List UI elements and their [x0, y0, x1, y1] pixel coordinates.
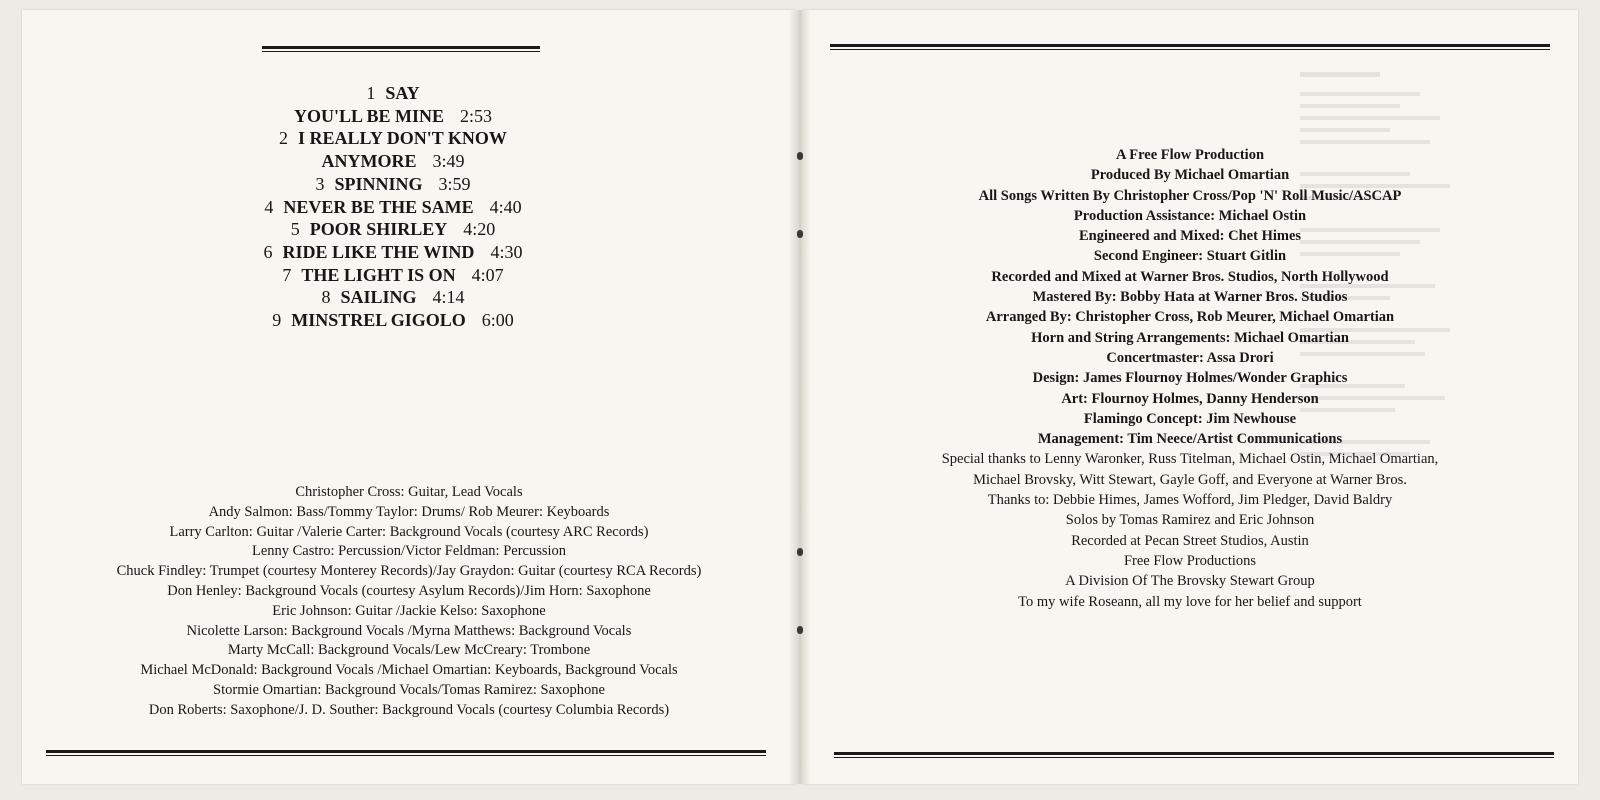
track-title: SAY: [385, 83, 420, 103]
track-title: NEVER BE THE SAME: [283, 196, 474, 217]
credit-line: Horn and String Arrangements: Michael Omartian: [1031, 329, 1349, 346]
credit-line: A Free Flow Production: [1115, 147, 1265, 163]
personnel-line: Christopher Cross: Guitar, Lead Vocals: [295, 484, 523, 500]
track-title: THE LIGHT IS ON: [301, 264, 456, 285]
track-duration: 4:30: [490, 241, 523, 262]
track-duration: 2:53: [460, 105, 493, 126]
personnel-line: Larry Carlton: Guitar /Valerie Carter: Background Vocals (courtesy ARC Records): [169, 523, 649, 540]
thanks-line: Free Flow Productions: [1123, 552, 1257, 569]
track-title: ANYMORE: [321, 151, 417, 172]
credit-line: Engineered and Mixed: Chet Himes: [1078, 228, 1302, 245]
personnel-line: Eric Johnson: Guitar /Jackie Kelso: Saxophone: [272, 602, 546, 619]
personnel-line: Michael McDonald: Background Vocals /Michael Omartian: Keyboards, Background Vocals: [140, 662, 678, 679]
personnel-line: Chuck Findley: Trumpet (courtesy Monterey Records)/Jay Graydon: Guitar (courtesy RCA Records): [116, 563, 702, 580]
credit-line: All Songs Written By Christopher Cross/Pop 'N' Roll Music/ASCAP: [978, 187, 1402, 204]
track-item: 2 I REALLY DON'T KNOW ANYMORE 3:49: [279, 128, 507, 172]
credit-line: Flamingo Concept: Jim Newhouse: [1083, 410, 1297, 427]
credit-line: Produced By Michael Omartian: [1090, 167, 1290, 184]
personnel-credits: [22, 483, 796, 721]
track-duration: 6:00: [481, 310, 514, 331]
personnel-line: Don Roberts: Saxophone/J. D. Souther: Background Vocals (courtesy Columbia Records): [148, 701, 670, 718]
track-item: 1 SAY YOU'LL BE MINE 2:53: [293, 83, 493, 126]
top-rule-left: [262, 46, 540, 49]
personnel-line: Stormie Omartian: Background Vocals/Tomas Ramirez: Saxophone: [213, 681, 605, 698]
thanks-line: To my wife Roseann, all my love for her belief and support: [1018, 593, 1362, 610]
personnel-line: Andy Salmon: Bass/Tommy Taylor: Drums/ Rob Meurer: Keyboards: [208, 503, 610, 520]
personnel-line: Marty McCall: Background Vocals/Lew McCreary: Trombone: [227, 642, 591, 659]
bottom-rule-right: [834, 752, 1554, 755]
track-item: 4 NEVER BE THE SAME 4:40: [264, 196, 522, 217]
credit-line: Management: Tim Neece/Artist Communications: [1037, 431, 1343, 448]
production-credits: [802, 145, 1578, 612]
track-duration: 3:59: [438, 173, 471, 194]
track-duration: 3:49: [432, 151, 465, 172]
track-title: MINSTREL GIGOLO: [291, 310, 466, 331]
track-title: SPINNING: [334, 173, 423, 194]
bottom-rule-left: [46, 750, 766, 753]
thanks-line: A Division Of The Brovsky Stewart Group: [1065, 573, 1315, 590]
credit-line: Production Assistance: Michael Ostin: [1073, 207, 1307, 224]
thanks-line: Michael Brovsky, Witt Stewart, Gayle Goff, and Everyone at Warner Bros.: [973, 471, 1407, 488]
credit-line: Second Engineer: Stuart Gitlin: [1093, 248, 1287, 265]
credit-line: Mastered By: Bobby Hata at Warner Bros. Studios: [1032, 289, 1348, 306]
track-duration: 4:07: [471, 264, 504, 285]
thanks-line: Solos by Tomas Ramirez and Eric Johnson: [1065, 512, 1315, 529]
track-title: SAILING: [340, 287, 417, 308]
track-item: 3 SPINNING 3:59: [315, 173, 471, 194]
track-duration: 4:20: [463, 219, 496, 240]
top-rule-right: [830, 44, 1550, 47]
track-item: 8 SAILING 4:14: [321, 287, 465, 308]
personnel-line: Don Henley: Background Vocals (courtesy Asylum Records)/Jim Horn: Saxophone: [167, 582, 651, 599]
thanks-line: Special thanks to Lenny Waronker, Russ Titelman, Michael Ostin, Michael Omartian,: [941, 451, 1439, 468]
track-list: [238, 82, 548, 332]
track-item: 6 RIDE LIKE THE WIND 4:30: [263, 241, 523, 262]
credit-line: Design: James Flournoy Holmes/Wonder Graphics: [1032, 370, 1348, 387]
staple-hole: [797, 626, 803, 634]
personnel-line: Lenny Castro: Percussion/Victor Feldman: Percussion: [251, 543, 567, 560]
track-duration: 4:14: [432, 287, 465, 308]
credit-line: Art: Flournoy Holmes, Danny Henderson: [1061, 390, 1319, 407]
credit-line: Recorded and Mixed at Warner Bros. Studios, North Hollywood: [991, 268, 1389, 285]
track-item: 5 POOR SHIRLEY 4:20: [290, 219, 496, 240]
track-title: I REALLY DON'T KNOW: [298, 128, 507, 149]
track-title: YOU'LL BE MINE: [293, 105, 444, 126]
track-item: 7 THE LIGHT IS ON 4:07: [282, 264, 504, 285]
thanks-line: Thanks to: Debbie Himes, James Wofford, Jim Pledger, David Baldry: [987, 492, 1393, 509]
personnel-line: Nicolette Larson: Background Vocals /Myrna Matthews: Background Vocals: [186, 622, 632, 639]
credit-line: Arranged By: Christopher Cross, Rob Meurer, Michael Omartian: [985, 309, 1395, 326]
track-title: RIDE LIKE THE WIND: [282, 241, 475, 262]
track-duration: 4:40: [489, 196, 522, 217]
thanks-line: Recorded at Pecan Street Studios, Austin: [1071, 532, 1309, 549]
track-title: POOR SHIRLEY: [309, 219, 448, 240]
credit-line: Concertmaster: Assa Drori: [1106, 349, 1274, 366]
track-item: 9 MINSTREL GIGOLO 6:00: [272, 310, 514, 331]
